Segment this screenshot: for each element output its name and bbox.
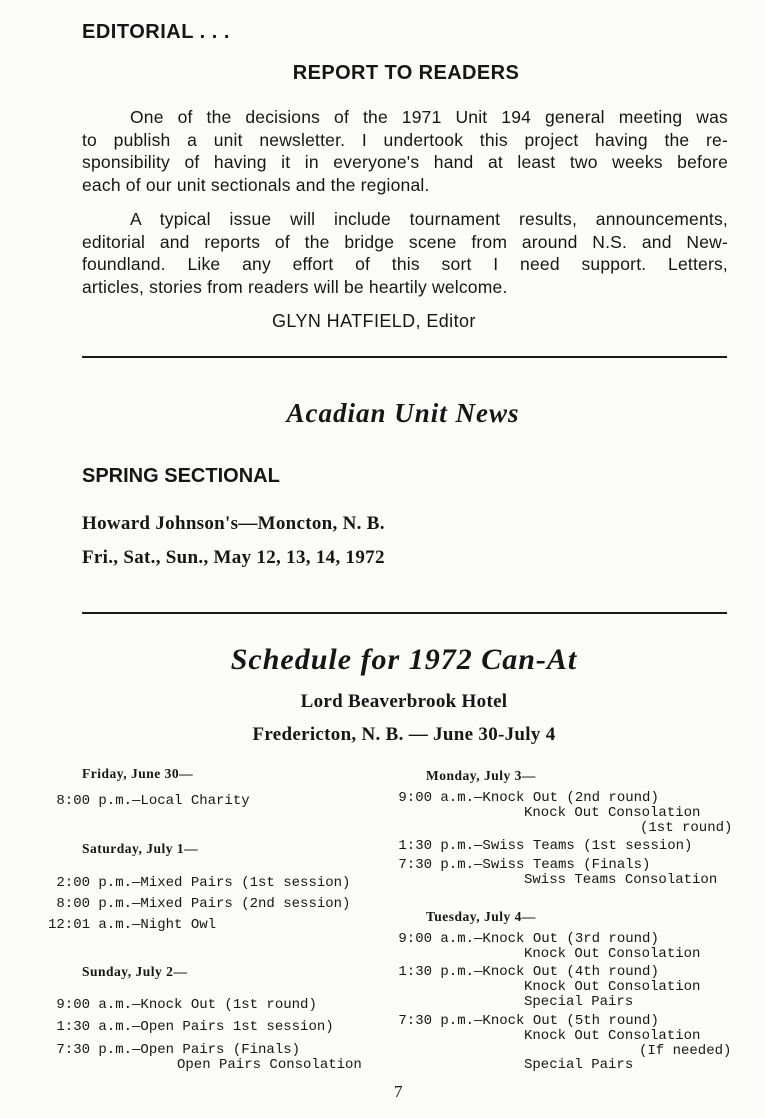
event-continuation: (If needed) [639, 1043, 732, 1059]
schedule-event [32, 794, 250, 809]
event-time: 8:00 [56, 793, 90, 809]
schedule-city-dates: Fredericton, N. B. — June 30-July 4 [252, 724, 556, 745]
paragraph-line: each of our unit sectionals and the regional. [82, 174, 430, 195]
event-text: p.m.—Open Pairs (Finals) [98, 1042, 301, 1058]
day-heading: Friday, June 30— [82, 766, 194, 781]
event-text: p.m.—Knock Out (4th round) [440, 964, 659, 980]
paragraph-line: editorial and reports of the bridge scene from around N.S. and New- [82, 231, 728, 252]
event-time: 12:01 [47, 917, 90, 933]
event-continuation: Knock Out Consolation [524, 805, 701, 821]
event-time: 2:00 [56, 875, 90, 891]
event-text: p.m.—Swiss Teams (Finals) [440, 857, 651, 873]
event-text: a.m.—Night Owl [98, 917, 217, 933]
schedule-event [374, 1014, 659, 1029]
paragraph-line: One of the decisions of the 1971 Unit 194 general meeting was [130, 107, 728, 127]
event-time: 9:00 [398, 931, 432, 947]
event-text: p.m.—Swiss Teams (1st session) [440, 838, 693, 854]
schedule-event [32, 998, 317, 1013]
event-text: a.m.—Knock Out (2nd round) [440, 790, 659, 806]
event-continuation: Open Pairs Consolation [177, 1057, 362, 1073]
event-continuation: Knock Out Consolation [524, 946, 701, 962]
event-text: p.m.—Local Charity [98, 793, 250, 809]
event-text: a.m.—Knock Out (1st round) [98, 997, 317, 1013]
event-continuation: Special Pairs [524, 1057, 634, 1073]
schedule-event [32, 1043, 300, 1058]
schedule-title: Schedule for 1972 Can-At [230, 643, 578, 676]
schedule-event [374, 791, 659, 806]
event-time: 1:30 [398, 964, 432, 980]
event-continuation: (1st round) [640, 820, 733, 836]
sectional-venue: Howard Johnson's—Moncton, N. B. [82, 513, 385, 534]
paragraph-line: to publish a unit newsletter. I undertook this project having the re- [82, 129, 728, 150]
event-text: p.m.—Mixed Pairs (1st session) [98, 875, 351, 891]
event-time: 8:00 [56, 896, 90, 912]
paragraph-line: foundland. Like any effort of this sort I need support. Letters, [82, 254, 728, 274]
editorial-paragraph-2 [82, 208, 728, 298]
day-heading: Tuesday, July 4— [426, 909, 536, 924]
paragraph-line: sponsibility of having it in everyone's hand at least two weeks before [82, 152, 728, 172]
event-text: a.m.—Open Pairs 1st session) [98, 1019, 334, 1035]
editor-signature: GLYN HATFIELD, Editor [272, 311, 476, 331]
paragraph-line: A typical issue will include tournament results, announcements, [130, 209, 728, 229]
schedule-event [374, 858, 650, 873]
schedule-event [32, 897, 350, 912]
schedule-event [374, 965, 659, 980]
schedule-event [374, 932, 659, 947]
day-heading: Sunday, July 2— [82, 964, 188, 979]
event-time: 1:30 [398, 838, 432, 854]
event-time: 7:30 [398, 857, 432, 873]
paragraph-line: articles, stories from readers will be heartily welcome. [82, 276, 508, 297]
divider [82, 612, 727, 614]
event-text: a.m.—Knock Out (3rd round) [440, 931, 659, 947]
event-time: 9:00 [398, 790, 432, 806]
event-text: p.m.—Mixed Pairs (2nd session) [98, 896, 351, 912]
spring-sectional-heading: SPRING SECTIONAL [82, 465, 280, 487]
event-continuation: Special Pairs [524, 994, 634, 1010]
event-continuation: Swiss Teams Consolation [524, 872, 718, 888]
event-continuation: Knock Out Consolation [524, 979, 701, 995]
event-time: 9:00 [56, 997, 90, 1013]
event-time: 7:30 [56, 1042, 90, 1058]
event-time: 1:30 [56, 1019, 90, 1035]
schedule-event [32, 1020, 334, 1035]
divider [82, 356, 727, 358]
event-continuation: Knock Out Consolation [524, 1028, 701, 1044]
editorial-label: EDITORIAL . . . [82, 21, 230, 43]
event-time: 7:30 [398, 1013, 432, 1029]
editorial-paragraph-1 [82, 106, 728, 196]
editorial-title: REPORT TO READERS [292, 62, 520, 84]
schedule-event [32, 876, 350, 891]
day-heading: Saturday, July 1— [82, 841, 199, 856]
page-number: 7 [394, 1082, 403, 1101]
sectional-dates: Fri., Sat., Sun., May 12, 13, 14, 1972 [82, 547, 385, 568]
acadian-title: Acadian Unit News [286, 398, 520, 428]
day-heading: Monday, July 3— [426, 768, 536, 783]
schedule-event [32, 918, 216, 933]
schedule-hotel: Lord Beaverbrook Hotel [300, 691, 508, 712]
schedule-event [374, 839, 692, 854]
event-text: p.m.—Knock Out (5th round) [440, 1013, 659, 1029]
